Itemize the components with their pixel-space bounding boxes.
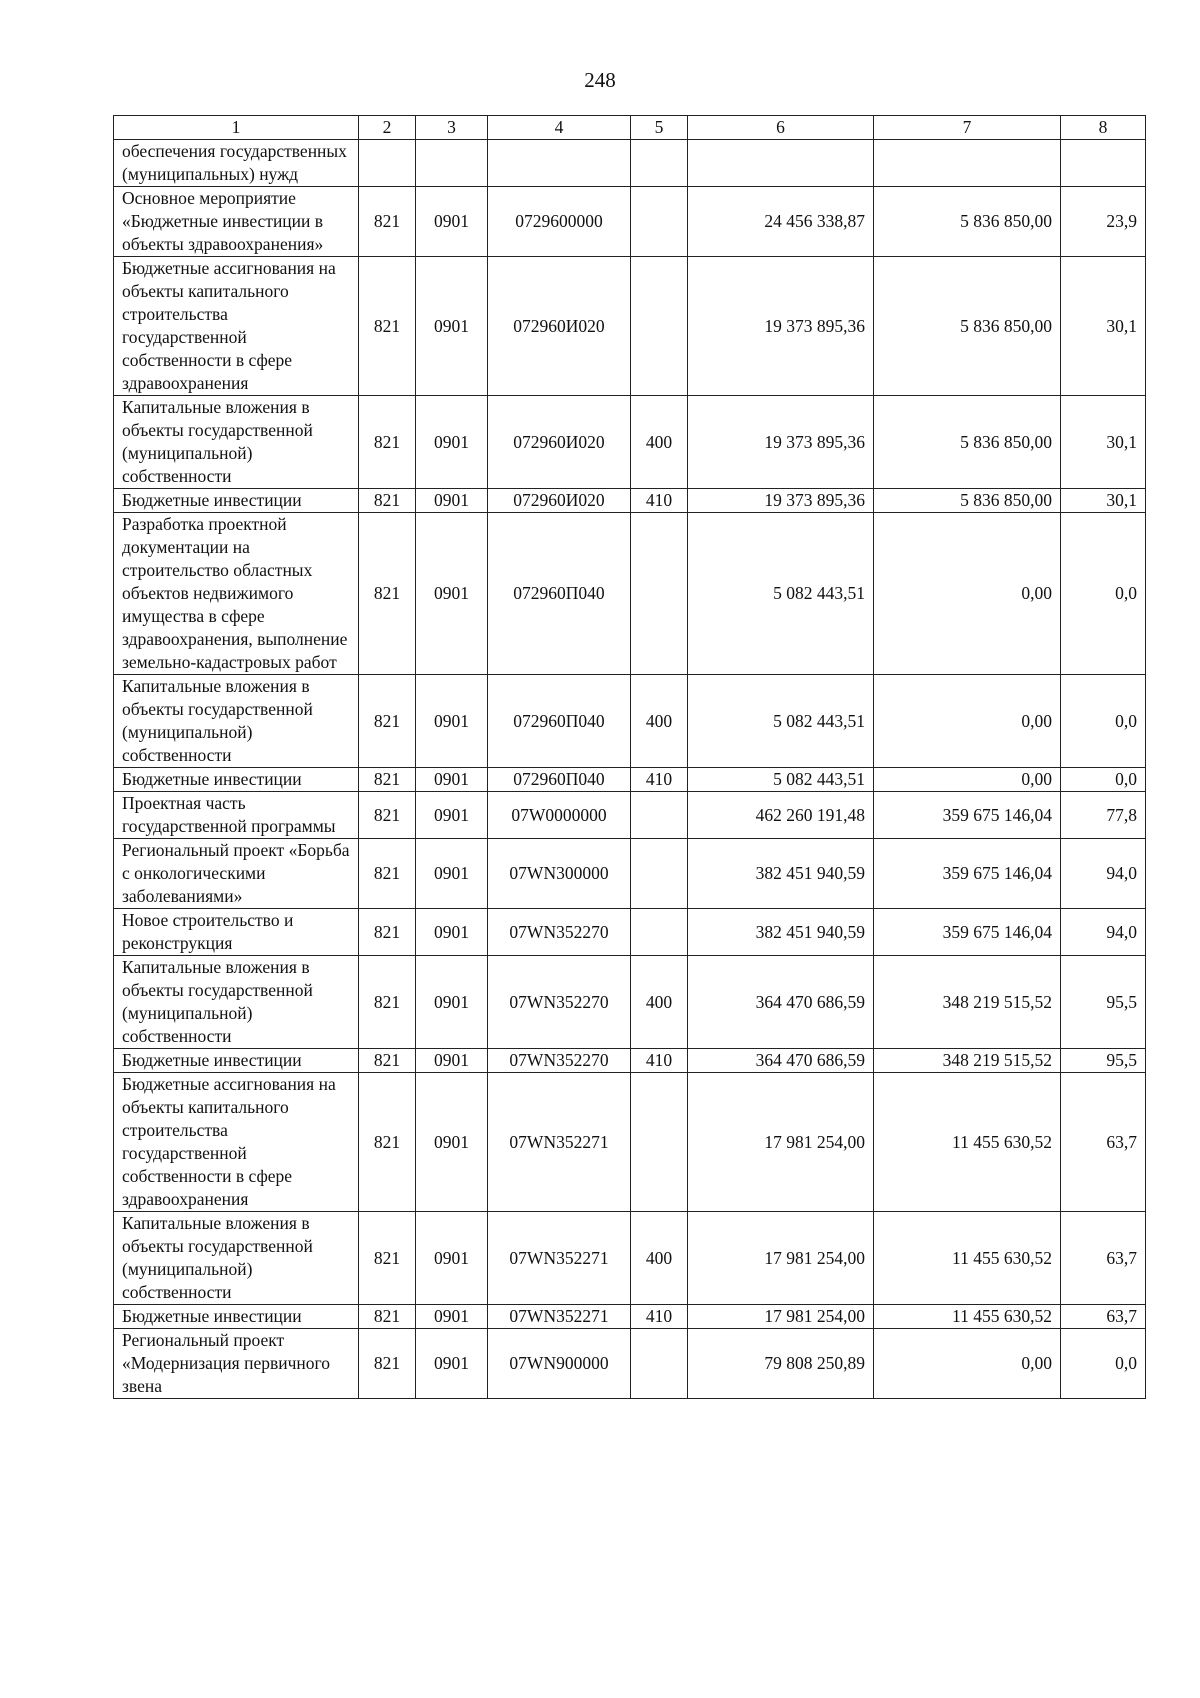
expense-type-cell: [631, 839, 688, 909]
actual-amount-cell: [874, 140, 1061, 187]
expense-type-cell: [631, 257, 688, 396]
target-article-cell: 07WN352271: [488, 1212, 631, 1305]
column-header: 5: [631, 116, 688, 140]
table-row: [114, 909, 1146, 956]
execution-percent-cell: 30,1: [1061, 489, 1146, 513]
expense-type-cell: 400: [631, 1212, 688, 1305]
row-name-cell: Основное мероприятие «Бюджетные инвестиции в объекты здравоохранения»: [114, 187, 359, 257]
grbs-code-cell: [359, 140, 416, 187]
grbs-code-cell: 821: [359, 187, 416, 257]
column-header: 2: [359, 116, 416, 140]
expense-type-cell: 410: [631, 489, 688, 513]
section-code-cell: 0901: [416, 489, 488, 513]
planned-amount-cell: 19 373 895,36: [688, 396, 874, 489]
grbs-code-cell: 821: [359, 956, 416, 1049]
grbs-code-cell: 821: [359, 768, 416, 792]
section-code-cell: 0901: [416, 675, 488, 768]
row-name-cell: Региональный проект «Борьба с онкологическими заболеваниями»: [114, 839, 359, 909]
row-name-cell: Бюджетные ассигнования на объекты капитального строительства государственной собственности в сфере здравоохранения: [114, 257, 359, 396]
planned-amount-cell: 382 451 940,59: [688, 909, 874, 956]
page-number: 248: [584, 68, 616, 92]
table-row: [114, 956, 1146, 1049]
grbs-code-cell: 821: [359, 1329, 416, 1399]
table-row: [114, 1049, 1146, 1073]
table-row: [114, 489, 1146, 513]
planned-amount-cell: 462 260 191,48: [688, 792, 874, 839]
actual-amount-cell: 359 675 146,04: [874, 792, 1061, 839]
section-code-cell: 0901: [416, 909, 488, 956]
table-header-row: [114, 116, 1146, 140]
table-row: [114, 1212, 1146, 1305]
column-header: 7: [874, 116, 1061, 140]
actual-amount-cell: 5 836 850,00: [874, 396, 1061, 489]
section-code-cell: 0901: [416, 792, 488, 839]
column-header: 1: [114, 116, 359, 140]
row-name-cell: Бюджетные инвестиции: [114, 1305, 359, 1329]
planned-amount-cell: 5 082 443,51: [688, 768, 874, 792]
planned-amount-cell: 17 981 254,00: [688, 1305, 874, 1329]
grbs-code-cell: 821: [359, 489, 416, 513]
expense-type-cell: 400: [631, 396, 688, 489]
grbs-code-cell: 821: [359, 675, 416, 768]
actual-amount-cell: 5 836 850,00: [874, 257, 1061, 396]
expense-type-cell: 400: [631, 956, 688, 1049]
execution-percent-cell: 0,0: [1061, 513, 1146, 675]
execution-percent-cell: 94,0: [1061, 909, 1146, 956]
target-article-cell: 0729600000: [488, 187, 631, 257]
section-code-cell: 0901: [416, 956, 488, 1049]
row-name-cell: Капитальные вложения в объекты государственной (муниципальной) собственности: [114, 396, 359, 489]
section-code-cell: 0901: [416, 839, 488, 909]
section-code-cell: 0901: [416, 1073, 488, 1212]
grbs-code-cell: 821: [359, 909, 416, 956]
actual-amount-cell: 348 219 515,52: [874, 956, 1061, 1049]
execution-percent-cell: 0,0: [1061, 675, 1146, 768]
execution-percent-cell: 95,5: [1061, 1049, 1146, 1073]
actual-amount-cell: 0,00: [874, 1329, 1061, 1399]
target-article-cell: 072960П040: [488, 675, 631, 768]
planned-amount-cell: 5 082 443,51: [688, 675, 874, 768]
planned-amount-cell: 5 082 443,51: [688, 513, 874, 675]
table-row: [114, 257, 1146, 396]
row-name-cell: Капитальные вложения в объекты государственной (муниципальной) собственности: [114, 956, 359, 1049]
execution-percent-cell: 94,0: [1061, 839, 1146, 909]
table-row: [114, 675, 1146, 768]
grbs-code-cell: 821: [359, 1305, 416, 1329]
target-article-cell: 072960П040: [488, 768, 631, 792]
target-article-cell: 072960П040: [488, 513, 631, 675]
planned-amount-cell: 382 451 940,59: [688, 839, 874, 909]
execution-percent-cell: [1061, 140, 1146, 187]
section-code-cell: [416, 140, 488, 187]
planned-amount-cell: 24 456 338,87: [688, 187, 874, 257]
row-name-cell: Новое строительство и реконструкция: [114, 909, 359, 956]
column-header: 3: [416, 116, 488, 140]
table-row: [114, 1305, 1146, 1329]
row-name-cell: Бюджетные инвестиции: [114, 768, 359, 792]
target-article-cell: 072960И020: [488, 489, 631, 513]
expense-type-cell: [631, 909, 688, 956]
actual-amount-cell: 0,00: [874, 513, 1061, 675]
planned-amount-cell: 19 373 895,36: [688, 257, 874, 396]
section-code-cell: 0901: [416, 513, 488, 675]
expense-type-cell: [631, 513, 688, 675]
execution-percent-cell: 63,7: [1061, 1212, 1146, 1305]
target-article-cell: 07WN352270: [488, 956, 631, 1049]
planned-amount-cell: 19 373 895,36: [688, 489, 874, 513]
execution-percent-cell: 63,7: [1061, 1305, 1146, 1329]
table-row: [114, 513, 1146, 675]
grbs-code-cell: 821: [359, 1073, 416, 1212]
expense-type-cell: 410: [631, 768, 688, 792]
execution-percent-cell: 0,0: [1061, 1329, 1146, 1399]
actual-amount-cell: 348 219 515,52: [874, 1049, 1061, 1073]
actual-amount-cell: 5 836 850,00: [874, 489, 1061, 513]
expense-type-cell: [631, 1329, 688, 1399]
table-row: [114, 792, 1146, 839]
row-name-cell: Бюджетные ассигнования на объекты капитального строительства государственной собственности в сфере здравоохранения: [114, 1073, 359, 1212]
grbs-code-cell: 821: [359, 1049, 416, 1073]
table-row: [114, 140, 1146, 187]
planned-amount-cell: 17 981 254,00: [688, 1073, 874, 1212]
row-name-cell: Региональный проект «Модернизация первичного звена: [114, 1329, 359, 1399]
planned-amount-cell: 17 981 254,00: [688, 1212, 874, 1305]
target-article-cell: [488, 140, 631, 187]
table-row: [114, 1073, 1146, 1212]
actual-amount-cell: 0,00: [874, 768, 1061, 792]
section-code-cell: 0901: [416, 257, 488, 396]
actual-amount-cell: 11 455 630,52: [874, 1212, 1061, 1305]
table-row: [114, 768, 1146, 792]
section-code-cell: 0901: [416, 1212, 488, 1305]
grbs-code-cell: 821: [359, 257, 416, 396]
table-row: [114, 187, 1146, 257]
grbs-code-cell: 821: [359, 396, 416, 489]
section-code-cell: 0901: [416, 768, 488, 792]
execution-percent-cell: 77,8: [1061, 792, 1146, 839]
expense-type-cell: [631, 1073, 688, 1212]
execution-percent-cell: 23,9: [1061, 187, 1146, 257]
row-name-cell: Бюджетные инвестиции: [114, 489, 359, 513]
actual-amount-cell: 359 675 146,04: [874, 839, 1061, 909]
execution-percent-cell: 0,0: [1061, 768, 1146, 792]
row-name-cell: Разработка проектной документации на строительство областных объектов недвижимого имущества в сфере здравоохранения, выполнение земельно-кадастровых работ: [114, 513, 359, 675]
section-code-cell: 0901: [416, 396, 488, 489]
grbs-code-cell: 821: [359, 839, 416, 909]
budget-table: [113, 115, 1146, 1399]
execution-percent-cell: 95,5: [1061, 956, 1146, 1049]
planned-amount-cell: 79 808 250,89: [688, 1329, 874, 1399]
expense-type-cell: 400: [631, 675, 688, 768]
table-row: [114, 839, 1146, 909]
table-row: [114, 396, 1146, 489]
actual-amount-cell: 359 675 146,04: [874, 909, 1061, 956]
actual-amount-cell: 0,00: [874, 675, 1061, 768]
planned-amount-cell: 364 470 686,59: [688, 1049, 874, 1073]
actual-amount-cell: 11 455 630,52: [874, 1073, 1061, 1212]
expense-type-cell: [631, 140, 688, 187]
row-name-cell: Капитальные вложения в объекты государственной (муниципальной) собственности: [114, 675, 359, 768]
expense-type-cell: [631, 792, 688, 839]
target-article-cell: 07WN352270: [488, 909, 631, 956]
column-header: 6: [688, 116, 874, 140]
expense-type-cell: 410: [631, 1305, 688, 1329]
planned-amount-cell: 364 470 686,59: [688, 956, 874, 1049]
grbs-code-cell: 821: [359, 513, 416, 675]
target-article-cell: 072960И020: [488, 396, 631, 489]
section-code-cell: 0901: [416, 187, 488, 257]
expense-type-cell: 410: [631, 1049, 688, 1073]
row-name-cell: Бюджетные инвестиции: [114, 1049, 359, 1073]
actual-amount-cell: 5 836 850,00: [874, 187, 1061, 257]
column-header: 8: [1061, 116, 1146, 140]
row-name-cell: обеспечения государственных (муниципальных) нужд: [114, 140, 359, 187]
column-header: 4: [488, 116, 631, 140]
execution-percent-cell: 30,1: [1061, 396, 1146, 489]
target-article-cell: 07WN300000: [488, 839, 631, 909]
table-row: [114, 1329, 1146, 1399]
expense-type-cell: [631, 187, 688, 257]
target-article-cell: 07W0000000: [488, 792, 631, 839]
row-name-cell: Проектная часть государственной программы: [114, 792, 359, 839]
row-name-cell: Капитальные вложения в объекты государственной (муниципальной) собственности: [114, 1212, 359, 1305]
target-article-cell: 07WN352271: [488, 1305, 631, 1329]
section-code-cell: 0901: [416, 1329, 488, 1399]
section-code-cell: 0901: [416, 1305, 488, 1329]
execution-percent-cell: 30,1: [1061, 257, 1146, 396]
execution-percent-cell: 63,7: [1061, 1073, 1146, 1212]
target-article-cell: 07WN900000: [488, 1329, 631, 1399]
target-article-cell: 07WN352271: [488, 1073, 631, 1212]
actual-amount-cell: 11 455 630,52: [874, 1305, 1061, 1329]
grbs-code-cell: 821: [359, 1212, 416, 1305]
section-code-cell: 0901: [416, 1049, 488, 1073]
table-body: [114, 140, 1146, 1399]
planned-amount-cell: [688, 140, 874, 187]
target-article-cell: 072960И020: [488, 257, 631, 396]
grbs-code-cell: 821: [359, 792, 416, 839]
target-article-cell: 07WN352270: [488, 1049, 631, 1073]
